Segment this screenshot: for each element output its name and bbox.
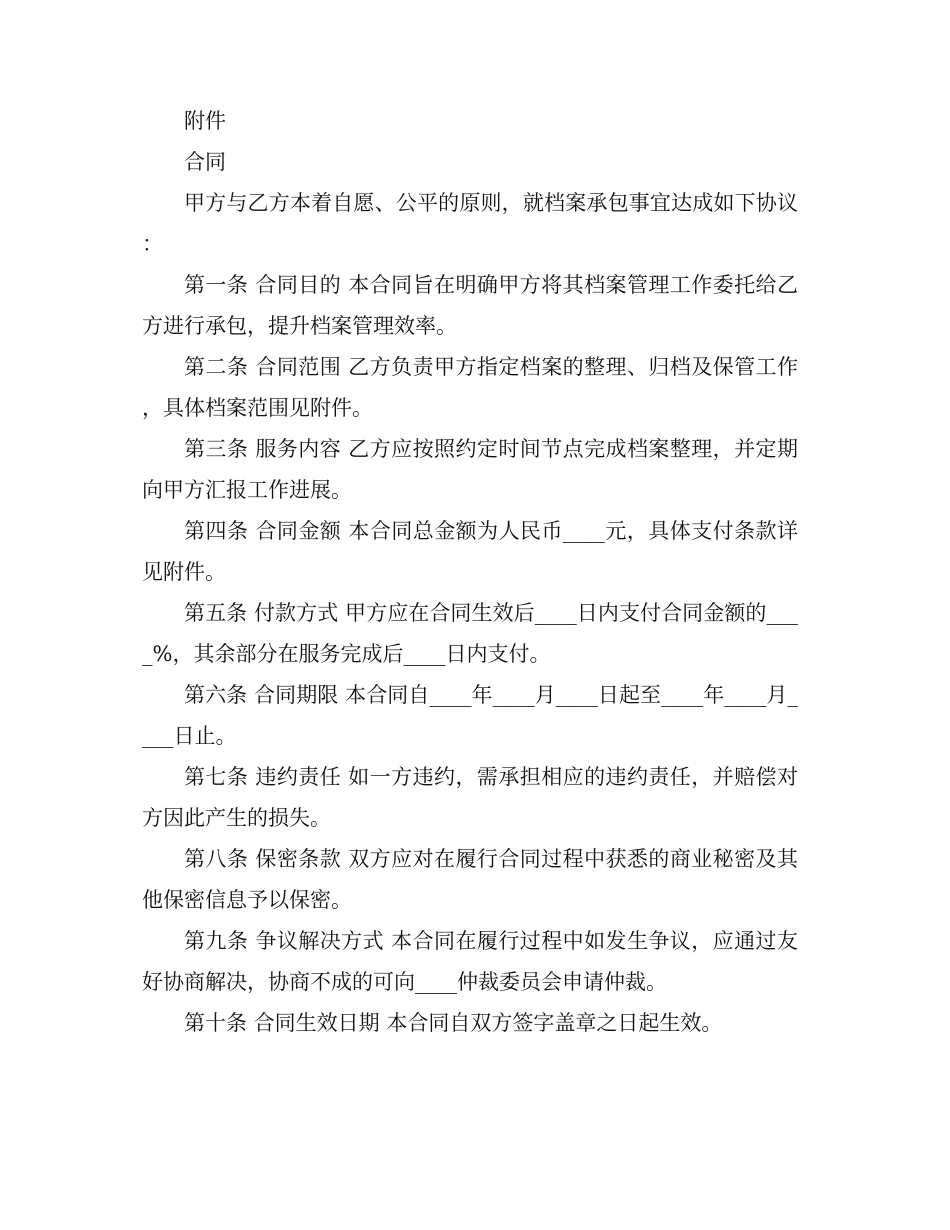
- article-2: 第二条 合同范围 乙方负责甲方指定档案的整理、归档及保管工作，具体档案范围见附件。: [142, 355, 798, 420]
- article-3: 第三条 服务内容 乙方应按照约定时间节点完成档案整理，并定期向甲方汇报工作进展。: [142, 437, 798, 502]
- document-body: [142, 101, 798, 1044]
- article-5: 第五条 付款方式 甲方应在合同生效后____日内支付合同金额的____%，其余部分在服务完成后____日内支付。: [142, 601, 798, 666]
- article-1: 第一条 合同目的 本合同旨在明确甲方将其档案管理工作委托给乙方进行承包，提升档案管理效率。: [142, 273, 798, 338]
- article-7: 第七条 违约责任 如一方违约，需承担相应的违约责任，并赔偿对方因此产生的损失。: [142, 765, 798, 830]
- article-6: 第六条 合同期限 本合同自____年____月____日起至____年____月____日止。: [142, 683, 798, 748]
- attachment-label: 附件: [184, 109, 226, 133]
- document-title: 合同: [184, 150, 226, 174]
- article-4: 第四条 合同金额 本合同总金额为人民币____元，具体支付条款详见附件。: [142, 519, 798, 584]
- article-8: 第八条 保密条款 双方应对在履行合同过程中获悉的商业秘密及其他保密信息予以保密。: [142, 847, 798, 912]
- preamble-paragraph: 甲方与乙方本着自愿、公平的原则，就档案承包事宜达成如下协议：: [142, 191, 798, 256]
- article-9: 第九条 争议解决方式 本合同在履行过程中如发生争议，应通过友好协商解决，协商不成的可向____仲裁委员会申请仲裁。: [142, 929, 798, 994]
- article-10: 第十条 合同生效日期 本合同自双方签字盖章之日起生效。: [184, 1011, 723, 1035]
